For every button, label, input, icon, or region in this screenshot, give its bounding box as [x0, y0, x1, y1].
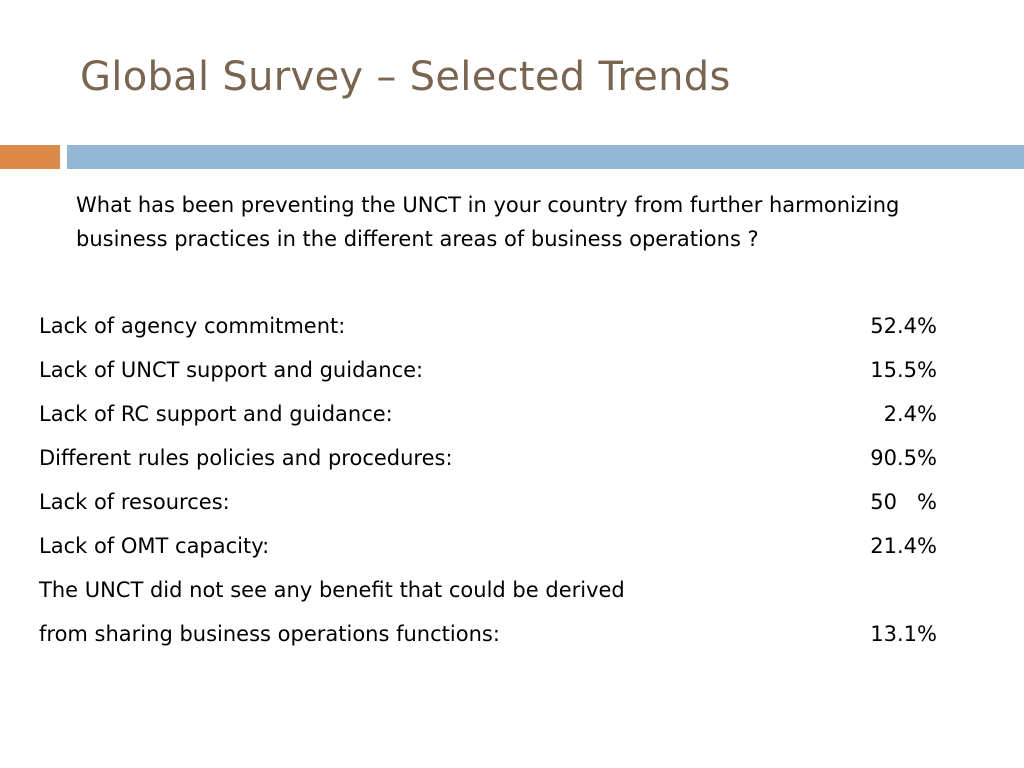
result-value: 13.1% [870, 622, 937, 646]
accent-bar-blue [67, 145, 1024, 169]
accent-bar-orange [0, 145, 60, 169]
result-value: 15.5% [870, 358, 937, 382]
result-value: 2.4% [883, 402, 937, 426]
result-row [39, 304, 939, 348]
result-value: 90.5% [870, 446, 937, 470]
result-label: Lack of OMT capacity: [39, 534, 270, 558]
result-row [39, 436, 939, 480]
result-row [39, 568, 939, 612]
result-label: Lack of agency commitment: [39, 314, 346, 338]
result-label: from sharing business operations functions: [39, 622, 500, 646]
result-label: Lack of UNCT support and guidance: [39, 358, 424, 382]
result-label: Lack of RC support and guidance: [39, 402, 393, 426]
results-list [39, 304, 939, 656]
result-value: 50 % [870, 490, 937, 514]
result-row [39, 392, 939, 436]
result-label: Lack of resources: [39, 490, 230, 514]
survey-question: What has been preventing the UNCT in your country from further harmonizing business practices in the different areas of business operations ? [76, 193, 900, 251]
result-row [39, 524, 939, 568]
result-label: The UNCT did not see any benefit that could be derived [39, 578, 625, 602]
result-row [39, 480, 939, 524]
slide-title: Global Survey – Selected Trends [80, 54, 731, 100]
result-row [39, 612, 939, 656]
result-value: 21.4% [870, 534, 937, 558]
result-row [39, 348, 939, 392]
result-value: 52.4% [870, 314, 937, 338]
result-label: Different rules policies and procedures: [39, 446, 453, 470]
